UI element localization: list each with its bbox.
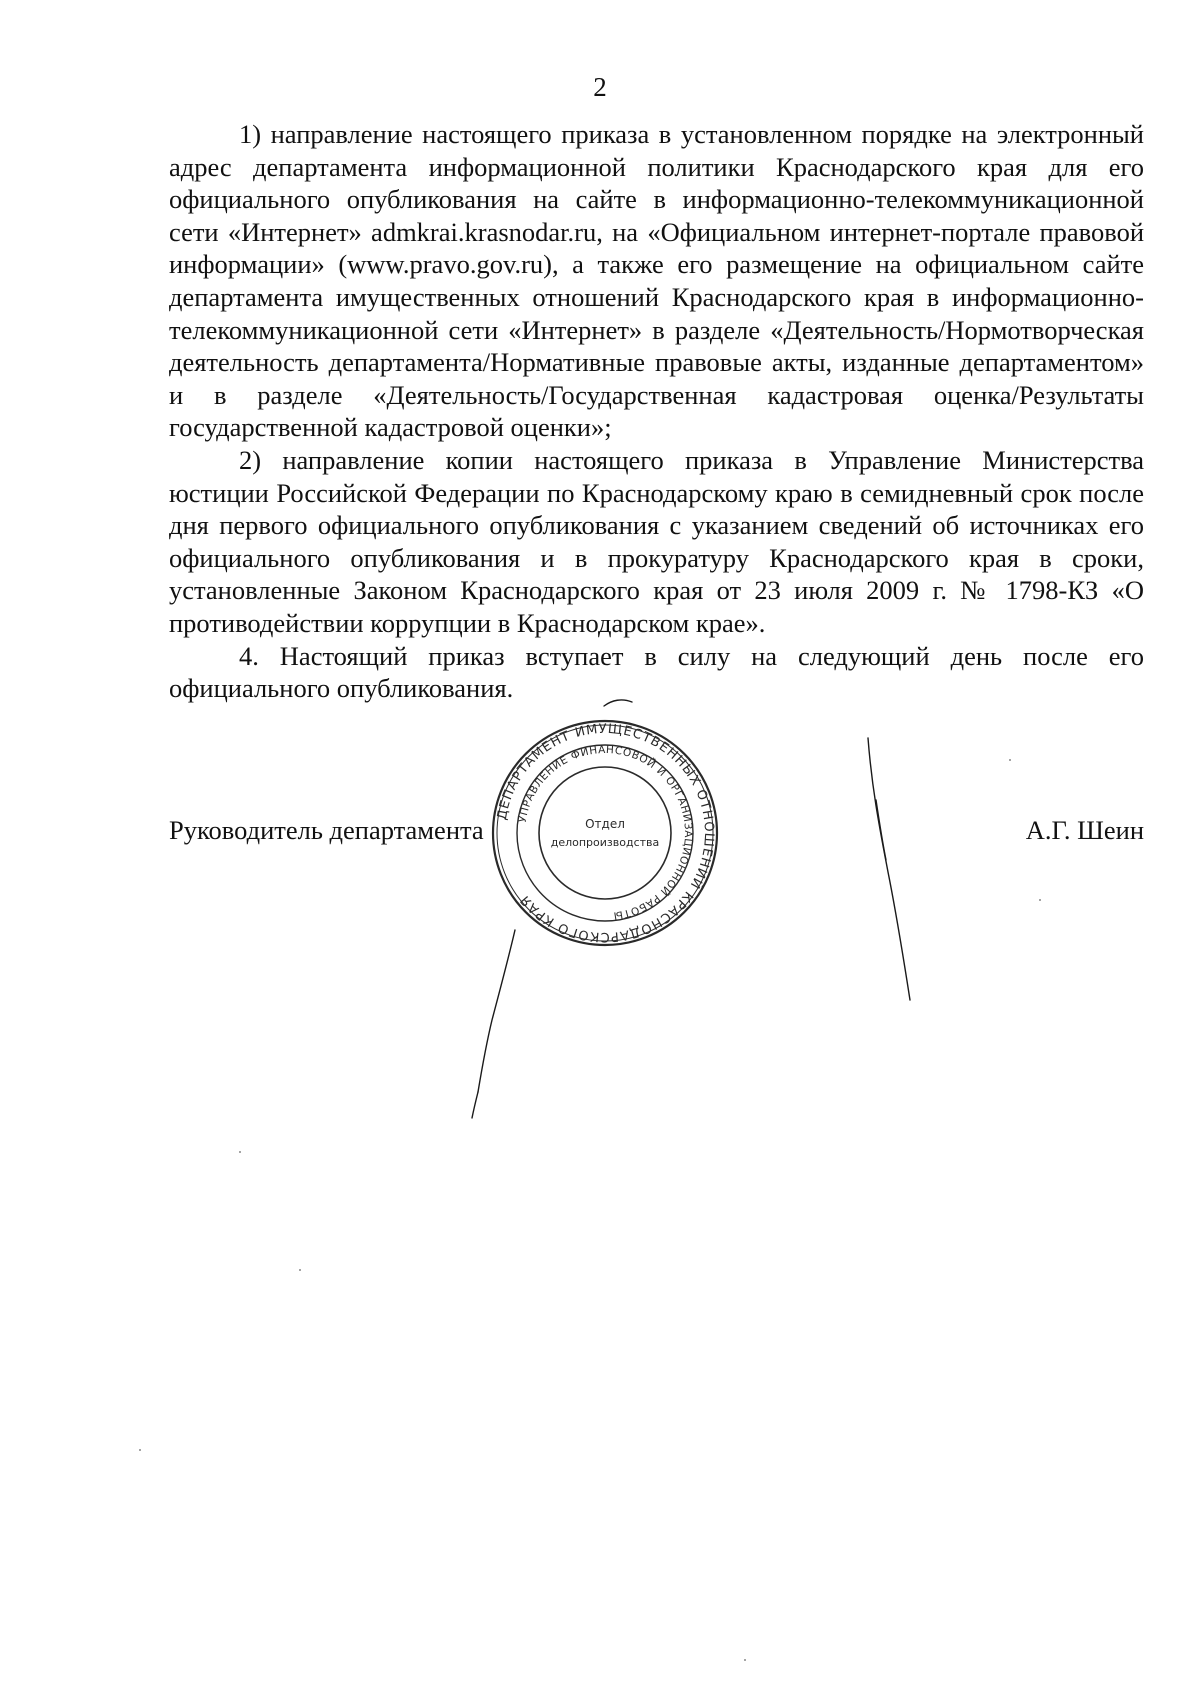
seal-outer-text: ДЕПАРТАМЕНТ ИМУЩЕСТВЕННЫХ ОТНОШЕНИЙ КРАСНОДАРСКОГО КРАЯ [494,721,717,945]
seal-center-line-1: Отдел [585,817,625,831]
document-body [169,118,1144,705]
page-number: 2 [593,72,607,102]
paragraph-item-2: 2) направление копии настоящего приказа в Управление Министерства юстиции Российской Федерации по Краснодарскому краю в семидневный срок после дня первого официального опубликования с указанием сведений об источниках его официального опубликования и в прокуратуру Краснодарского края в сроки, установленные Законом Краснодарского края от 23 июля 2009 г. № 1798-КЗ «О противодействии коррупции в Краснодарском крае». [169,444,1144,638]
signatory-name: А.Г. Шеин [1025,815,1144,845]
seal-inner-text: УПРАВЛЕНИЕ ФИНАНСОВОЙ И ОРГАНИЗАЦИОННОЙ РАБОТЫ [516,743,695,922]
signatory-position: Руководитель департамента [169,815,484,845]
paragraph-item-1: 1) направление настоящего приказа в установленном порядке на электронный адрес департамента информационной политики Краснодарского края для его официального опубликования на сайте в информационно-телекоммуникационной сети «Интернет» admkrai.krasnodar.ru, на «Официальном интернет-портале правовой информации» (www.pravo.gov.ru), а также его размещение на официальном сайте департамента имущественных отношений Краснодарского края в информационно-телекоммуникационной сети «Интернет» в разделе «Деятельность/Нормотворческая деятельность департамента/Нормативные правовые акты, изданные департаментом» и в разделе «Деятельность/Государственная кадастровая оценка/Результаты государственной кадастровой оценки»; [169,119,1144,443]
official-seal-icon [490,718,720,948]
paragraph-effective-date: 4. Настоящий приказ вступает в силу на следующий день после его официального опубликования. [169,640,1144,704]
seal-center-line-2: делопроизводства [550,836,660,849]
